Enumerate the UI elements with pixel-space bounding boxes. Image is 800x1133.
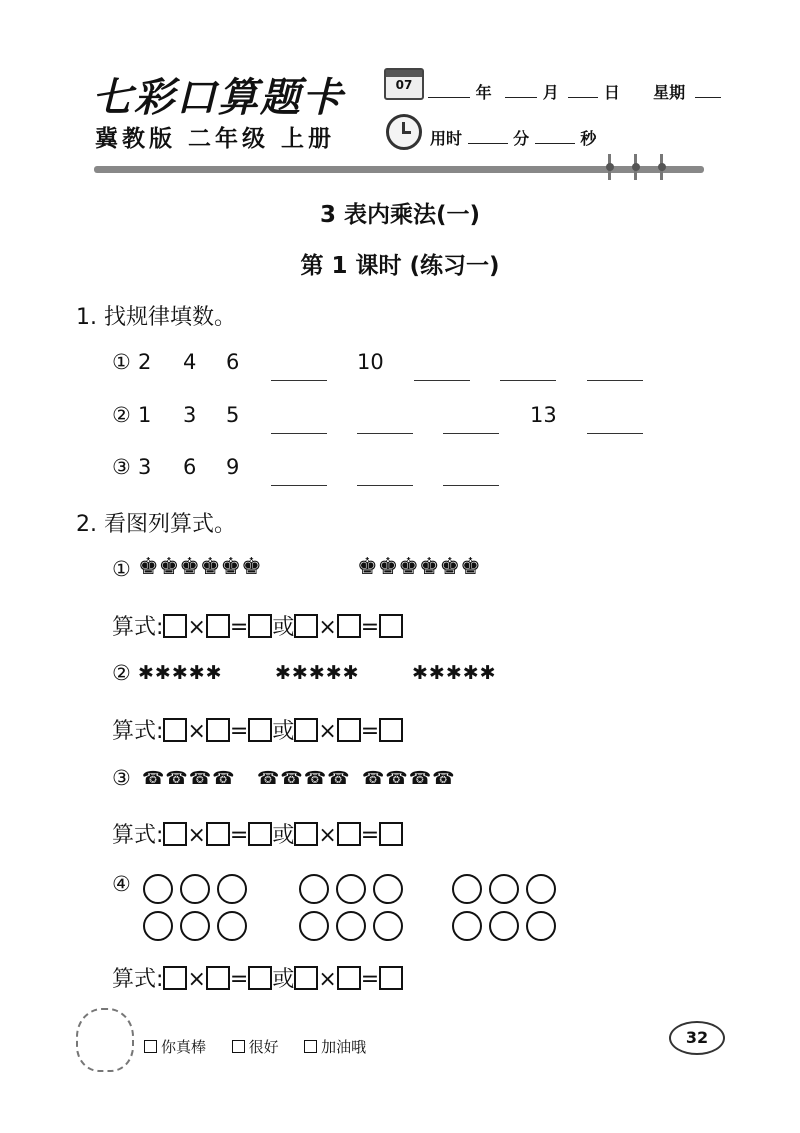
answer-box[interactable]	[163, 822, 187, 846]
circle-shape	[143, 874, 173, 904]
circle-shape	[143, 911, 173, 941]
answer-box[interactable]	[163, 966, 187, 990]
rating-option[interactable]	[144, 1038, 206, 1056]
equals-sign: =	[229, 967, 249, 992]
circle-shape	[373, 874, 403, 904]
answer-box[interactable]	[163, 614, 187, 638]
answer-box[interactable]	[379, 614, 403, 638]
circle-shape	[180, 911, 210, 941]
date-fields	[428, 80, 721, 103]
answer-blank[interactable]	[271, 431, 327, 434]
answer-blank[interactable]	[443, 431, 499, 434]
sequence-number: 10	[357, 350, 384, 374]
circle-shape	[489, 874, 519, 904]
answer-box[interactable]	[248, 718, 272, 742]
times-sign: ×	[318, 615, 337, 640]
row-marker: ③	[112, 455, 131, 479]
formula-label: 算式	[112, 967, 157, 992]
row-marker: ②	[112, 403, 131, 427]
sequence-number: 6	[226, 350, 240, 374]
equals-sign: =	[360, 615, 380, 640]
times-sign: ×	[318, 967, 337, 992]
or-word: 或	[272, 615, 295, 640]
rating-options	[144, 1036, 366, 1057]
answer-blank[interactable]	[357, 431, 413, 434]
minute-label: 分	[513, 129, 530, 148]
formula-colon: :	[156, 823, 164, 848]
times-sign: ×	[187, 823, 206, 848]
answer-box[interactable]	[206, 822, 230, 846]
equals-sign: =	[360, 719, 380, 744]
sequence-number: 6	[183, 455, 197, 479]
rating-label: 加油哦	[321, 1038, 367, 1056]
brand-title: 七彩口算题卡	[92, 75, 344, 121]
answer-box[interactable]	[248, 966, 272, 990]
checkbox-icon[interactable]	[304, 1040, 317, 1053]
answer-blank[interactable]	[414, 378, 470, 381]
formula-label: 算式	[112, 719, 157, 744]
answer-blank[interactable]	[271, 483, 327, 486]
page-number: 32	[669, 1021, 725, 1055]
circle-shape	[489, 911, 519, 941]
answer-box[interactable]	[294, 718, 318, 742]
circle-shape	[336, 911, 366, 941]
sequence-number: 3	[138, 455, 152, 479]
circle-shape	[180, 874, 210, 904]
times-sign: ×	[318, 719, 337, 744]
answer-box[interactable]	[379, 822, 403, 846]
equals-sign: =	[229, 719, 249, 744]
answer-box[interactable]	[294, 614, 318, 638]
edition-subtitle: 冀教版 二年级 上册	[95, 126, 336, 152]
answer-box[interactable]	[337, 614, 361, 638]
chapter-title: 3 表内乘法(一)	[319, 202, 481, 228]
or-word: 或	[272, 823, 295, 848]
checkbox-icon[interactable]	[144, 1040, 157, 1053]
answer-box[interactable]	[206, 614, 230, 638]
checkbox-icon[interactable]	[232, 1040, 245, 1053]
item-marker: ①	[112, 557, 131, 581]
ring-hook-icon	[606, 154, 614, 180]
mascot-icon	[76, 1008, 134, 1072]
circle-shape	[452, 874, 482, 904]
circle-shape	[299, 874, 329, 904]
telephone-group: ☎☎☎☎	[142, 768, 236, 789]
answer-blank[interactable]	[587, 431, 643, 434]
equals-sign: =	[229, 615, 249, 640]
clock-icon	[386, 114, 422, 150]
equals-sign: =	[360, 823, 380, 848]
second-label: 秒	[580, 129, 597, 148]
or-word: 或	[272, 967, 295, 992]
year-label: 年	[475, 83, 492, 102]
time-used-label: 用时	[430, 129, 463, 148]
formula-row	[112, 962, 403, 993]
star-group: ✱✱✱✱✱	[412, 662, 497, 684]
circle-shape	[217, 911, 247, 941]
formula-colon: :	[156, 615, 164, 640]
equals-sign: =	[229, 823, 249, 848]
crown-group: ♚♚♚♚♚♚	[357, 554, 481, 580]
crown-group: ♚♚♚♚♚♚	[138, 554, 262, 580]
answer-box[interactable]	[294, 822, 318, 846]
answer-blank[interactable]	[587, 378, 643, 381]
times-sign: ×	[187, 615, 206, 640]
sequence-number: 9	[226, 455, 240, 479]
month-label: 月	[542, 83, 559, 102]
item-marker: ④	[112, 872, 131, 896]
sequence-number: 1	[138, 403, 152, 427]
formula-row	[112, 714, 403, 745]
star-group: ✱✱✱✱✱	[138, 662, 223, 684]
circle-shape	[526, 911, 556, 941]
times-sign: ×	[318, 823, 337, 848]
answer-blank[interactable]	[357, 483, 413, 486]
circle-shape	[526, 874, 556, 904]
calendar-icon	[384, 68, 424, 100]
equals-sign: =	[360, 967, 380, 992]
answer-box[interactable]	[206, 718, 230, 742]
sequence-number: 5	[226, 403, 240, 427]
star-group: ✱✱✱✱✱	[275, 662, 360, 684]
answer-blank[interactable]	[500, 378, 556, 381]
answer-box[interactable]	[337, 966, 361, 990]
time-fields	[430, 126, 596, 149]
answer-box[interactable]	[337, 718, 361, 742]
rating-label: 你真棒	[161, 1038, 207, 1056]
circle-shape	[217, 874, 247, 904]
circle-shape	[452, 911, 482, 941]
formula-label: 算式	[112, 823, 157, 848]
rating-label: 很好	[248, 1038, 279, 1056]
answer-box[interactable]	[379, 966, 403, 990]
row-marker: ①	[112, 350, 131, 374]
telephone-group: ☎☎☎☎	[257, 768, 351, 789]
circle-shape	[336, 874, 366, 904]
item-marker: ③	[112, 766, 131, 790]
weekday-label: 星期	[653, 83, 686, 102]
telephone-group: ☎☎☎☎	[362, 768, 456, 789]
question-1-label: 1. 找规律填数。	[76, 305, 236, 330]
answer-box[interactable]	[248, 614, 272, 638]
answer-box[interactable]	[294, 966, 318, 990]
ring-hook-icon	[632, 154, 640, 180]
answer-blank[interactable]	[271, 378, 327, 381]
item-marker: ②	[112, 661, 131, 685]
answer-box[interactable]	[379, 718, 403, 742]
ring-hook-icon	[658, 154, 666, 180]
sequence-number: 3	[183, 403, 197, 427]
sequence-number: 4	[183, 350, 197, 374]
answer-box[interactable]	[248, 822, 272, 846]
answer-box[interactable]	[337, 822, 361, 846]
rating-option[interactable]	[232, 1038, 279, 1056]
answer-box[interactable]	[206, 966, 230, 990]
times-sign: ×	[187, 967, 206, 992]
times-sign: ×	[187, 719, 206, 744]
formula-label: 算式	[112, 615, 157, 640]
sequence-number: 13	[530, 403, 557, 427]
sequence-number: 2	[138, 350, 152, 374]
formula-colon: :	[156, 719, 164, 744]
formula-row	[112, 818, 403, 849]
answer-box[interactable]	[163, 718, 187, 742]
formula-row	[112, 610, 403, 641]
answer-blank[interactable]	[443, 483, 499, 486]
question-2-label: 2. 看图列算式。	[76, 512, 236, 537]
formula-colon: :	[156, 967, 164, 992]
calendar-day: 07	[395, 78, 413, 92]
lesson-title: 第 1 课时 (练习一)	[300, 253, 500, 279]
or-word: 或	[272, 719, 295, 744]
circle-shape	[299, 911, 329, 941]
circle-shape	[373, 911, 403, 941]
day-label: 日	[603, 83, 620, 102]
rating-option[interactable]	[304, 1038, 366, 1056]
